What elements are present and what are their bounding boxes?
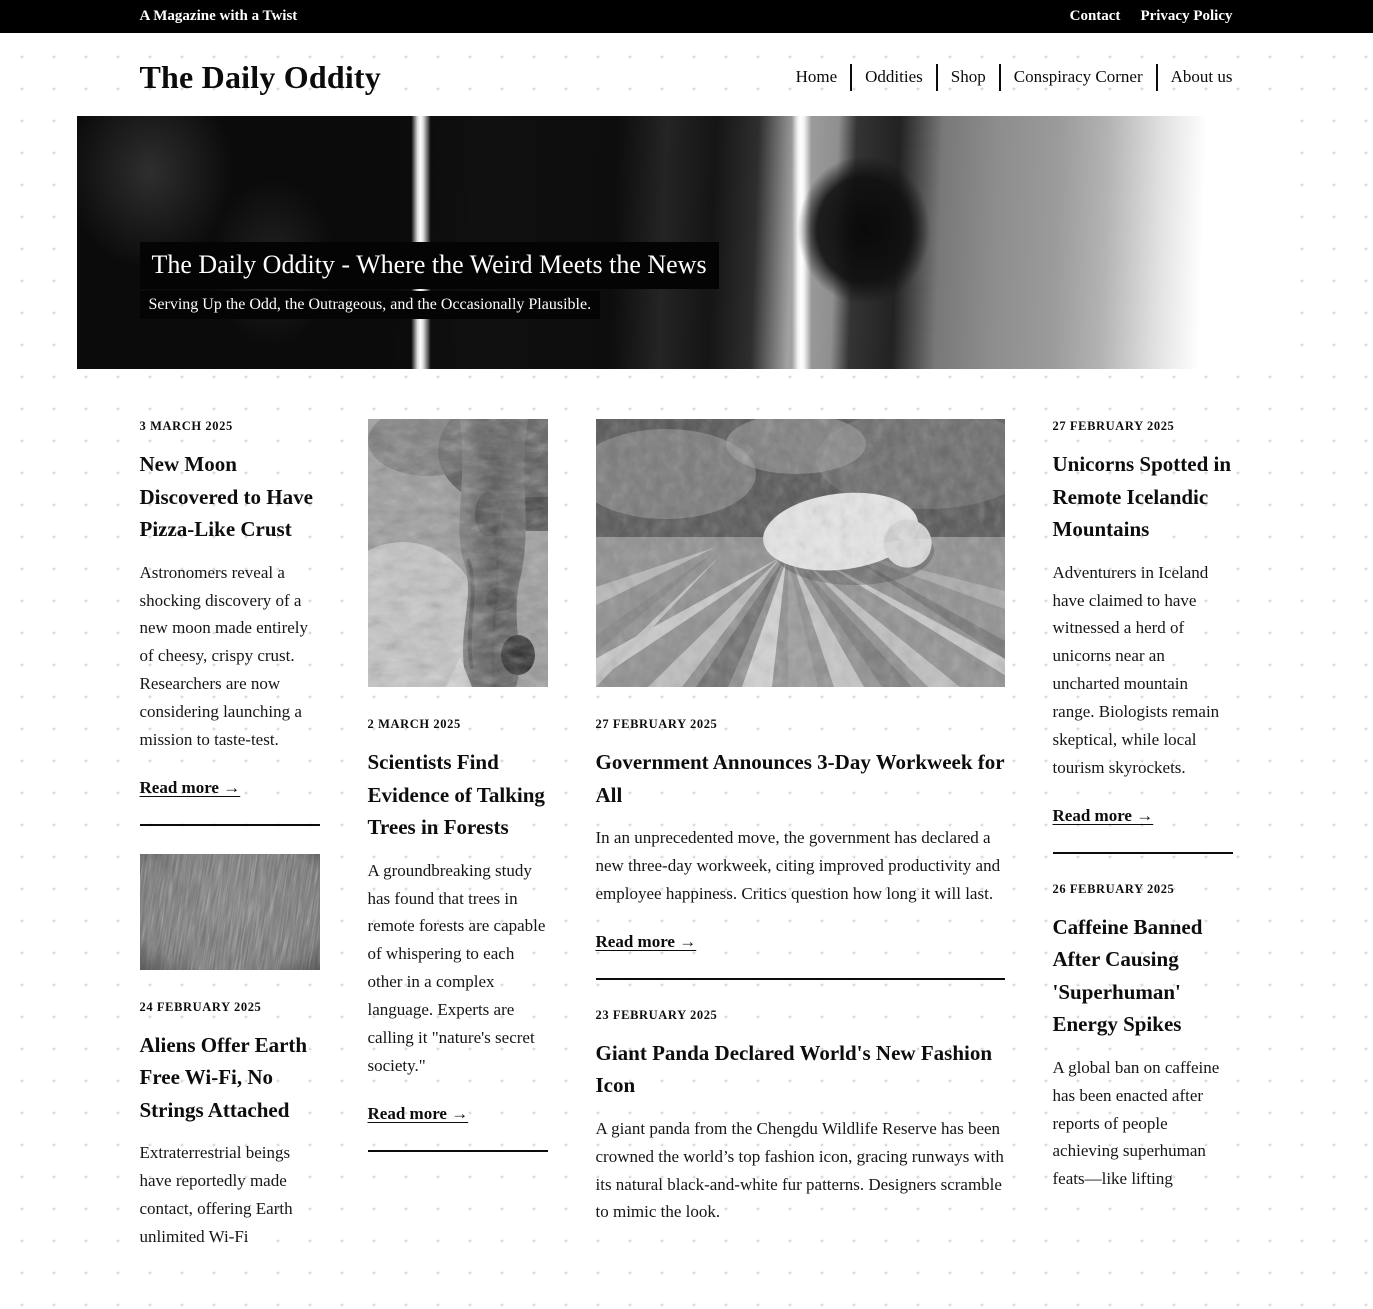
nav-item-conspiracy-corner[interactable]: Conspiracy Corner bbox=[1013, 67, 1143, 87]
hero-image bbox=[77, 116, 1297, 369]
gnarled-tree-image bbox=[368, 419, 548, 687]
read-more-link[interactable]: Read more → bbox=[595, 931, 697, 951]
read-more-link[interactable]: Read more → bbox=[367, 1103, 469, 1123]
privacy-policy-link[interactable]: Privacy Policy bbox=[1140, 8, 1233, 24]
article-date: 27 FEBRUARY 2025 bbox=[1052, 419, 1175, 433]
column-2 bbox=[368, 419, 548, 1180]
site-tagline: A Magazine with a Twist bbox=[139, 8, 298, 24]
article-body: A global ban on caffeine has been enacted after reports of people achieving superhuman feats—like lifting bbox=[1052, 1057, 1220, 1189]
article-new-moon bbox=[140, 419, 320, 826]
hero-title: The Daily Oddity - Where the Weird Meets the News bbox=[140, 242, 719, 289]
article-date: 3 MARCH 2025 bbox=[139, 419, 233, 433]
article-body: Adventurers in Iceland have claimed to have witnessed a herd of unicorns near an uncharted mountain range. Biologists remain skeptical, while local tourism skyrockets. bbox=[1052, 562, 1220, 777]
article-aliens-wifi bbox=[140, 854, 320, 1251]
article-image-tree-trunk bbox=[368, 419, 548, 687]
nav-item-shop[interactable]: Shop bbox=[950, 67, 986, 87]
column-3 bbox=[596, 419, 1005, 1250]
fur-texture-image bbox=[140, 854, 320, 970]
article-date: 2 MARCH 2025 bbox=[367, 717, 461, 731]
hero-subtitle: Serving Up the Odd, the Outrageous, and the Occasionally Plausible. bbox=[140, 291, 601, 319]
article-caffeine-ban bbox=[1053, 882, 1233, 1194]
article-date: 26 FEBRUARY 2025 bbox=[1052, 881, 1175, 896]
divider bbox=[140, 824, 320, 826]
article-body: A groundbreaking study has found that trees in remote forests are capable of whispering to each other in a complex language. Experts are calling it "nature's secret society." bbox=[367, 860, 546, 1075]
column-4 bbox=[1053, 419, 1233, 1217]
article-image-fur-texture bbox=[140, 854, 320, 970]
article-image-cat-bamboo bbox=[596, 419, 1005, 687]
top-utility-bar bbox=[0, 0, 1373, 33]
article-title: New Moon Discovered to Have Pizza-Like Crust bbox=[139, 452, 313, 542]
article-unicorns bbox=[1053, 419, 1233, 854]
cat-on-bamboo-image bbox=[596, 419, 1005, 687]
article-workweek bbox=[596, 419, 1005, 980]
main-nav bbox=[783, 64, 1233, 90]
article-title: Aliens Offer Earth Free Wi-Fi, No Strings Attached bbox=[139, 1032, 308, 1122]
nav-item-home[interactable]: Home bbox=[795, 67, 838, 87]
contact-link[interactable]: Contact bbox=[1069, 8, 1121, 24]
column-1 bbox=[140, 419, 320, 1275]
read-more-link[interactable]: Read more → bbox=[1052, 805, 1154, 825]
read-more-link[interactable]: Read more → bbox=[139, 777, 241, 797]
article-body: Astronomers reveal a shocking discovery of a new moon made entirely of cheesy, crispy crust. Researchers are now considering launching a mission to taste-test. bbox=[139, 562, 309, 749]
nav-item-about-us[interactable]: About us bbox=[1170, 67, 1233, 87]
article-title: Scientists Find Evidence of Talking Trees in Forests bbox=[367, 750, 545, 840]
article-date: 24 FEBRUARY 2025 bbox=[139, 999, 262, 1014]
article-date: 27 FEBRUARY 2025 bbox=[595, 717, 718, 731]
article-body: In an unprecedented move, the government has declared a new three-day workweek, citing improved productivity and employee happiness. Critics question how long it will last. bbox=[595, 828, 1001, 903]
article-title: Caffeine Banned After Causing 'Superhuman' Energy Spikes bbox=[1052, 914, 1203, 1037]
article-panda-fashion bbox=[596, 1008, 1005, 1227]
article-title: Government Announces 3-Day Workweek for All bbox=[595, 750, 1005, 807]
nav-item-oddities[interactable]: Oddities bbox=[865, 67, 923, 87]
article-date: 23 FEBRUARY 2025 bbox=[595, 1007, 718, 1022]
hero-caption bbox=[140, 242, 719, 319]
site-header bbox=[77, 33, 1297, 110]
article-body: Extraterrestrial beings have reportedly made contact, offering Earth unlimited Wi-Fi bbox=[139, 1143, 293, 1247]
site-logo[interactable]: The Daily Oddity bbox=[139, 59, 381, 95]
article-title: Unicorns Spotted in Remote Icelandic Mountains bbox=[1052, 452, 1232, 542]
article-grid bbox=[77, 419, 1297, 1275]
divider bbox=[1053, 852, 1233, 854]
article-body: A giant panda from the Chengdu Wildlife Reserve has been crowned the world’s top fashion icon, gracing runways with its natural black-and-white fur patterns. Designers scramble to mimic the look. bbox=[595, 1118, 1004, 1222]
article-title: Giant Panda Declared World's New Fashion Icon bbox=[595, 1040, 993, 1098]
article-talking-trees bbox=[368, 419, 548, 1152]
divider bbox=[368, 1150, 548, 1152]
divider bbox=[596, 978, 1005, 980]
